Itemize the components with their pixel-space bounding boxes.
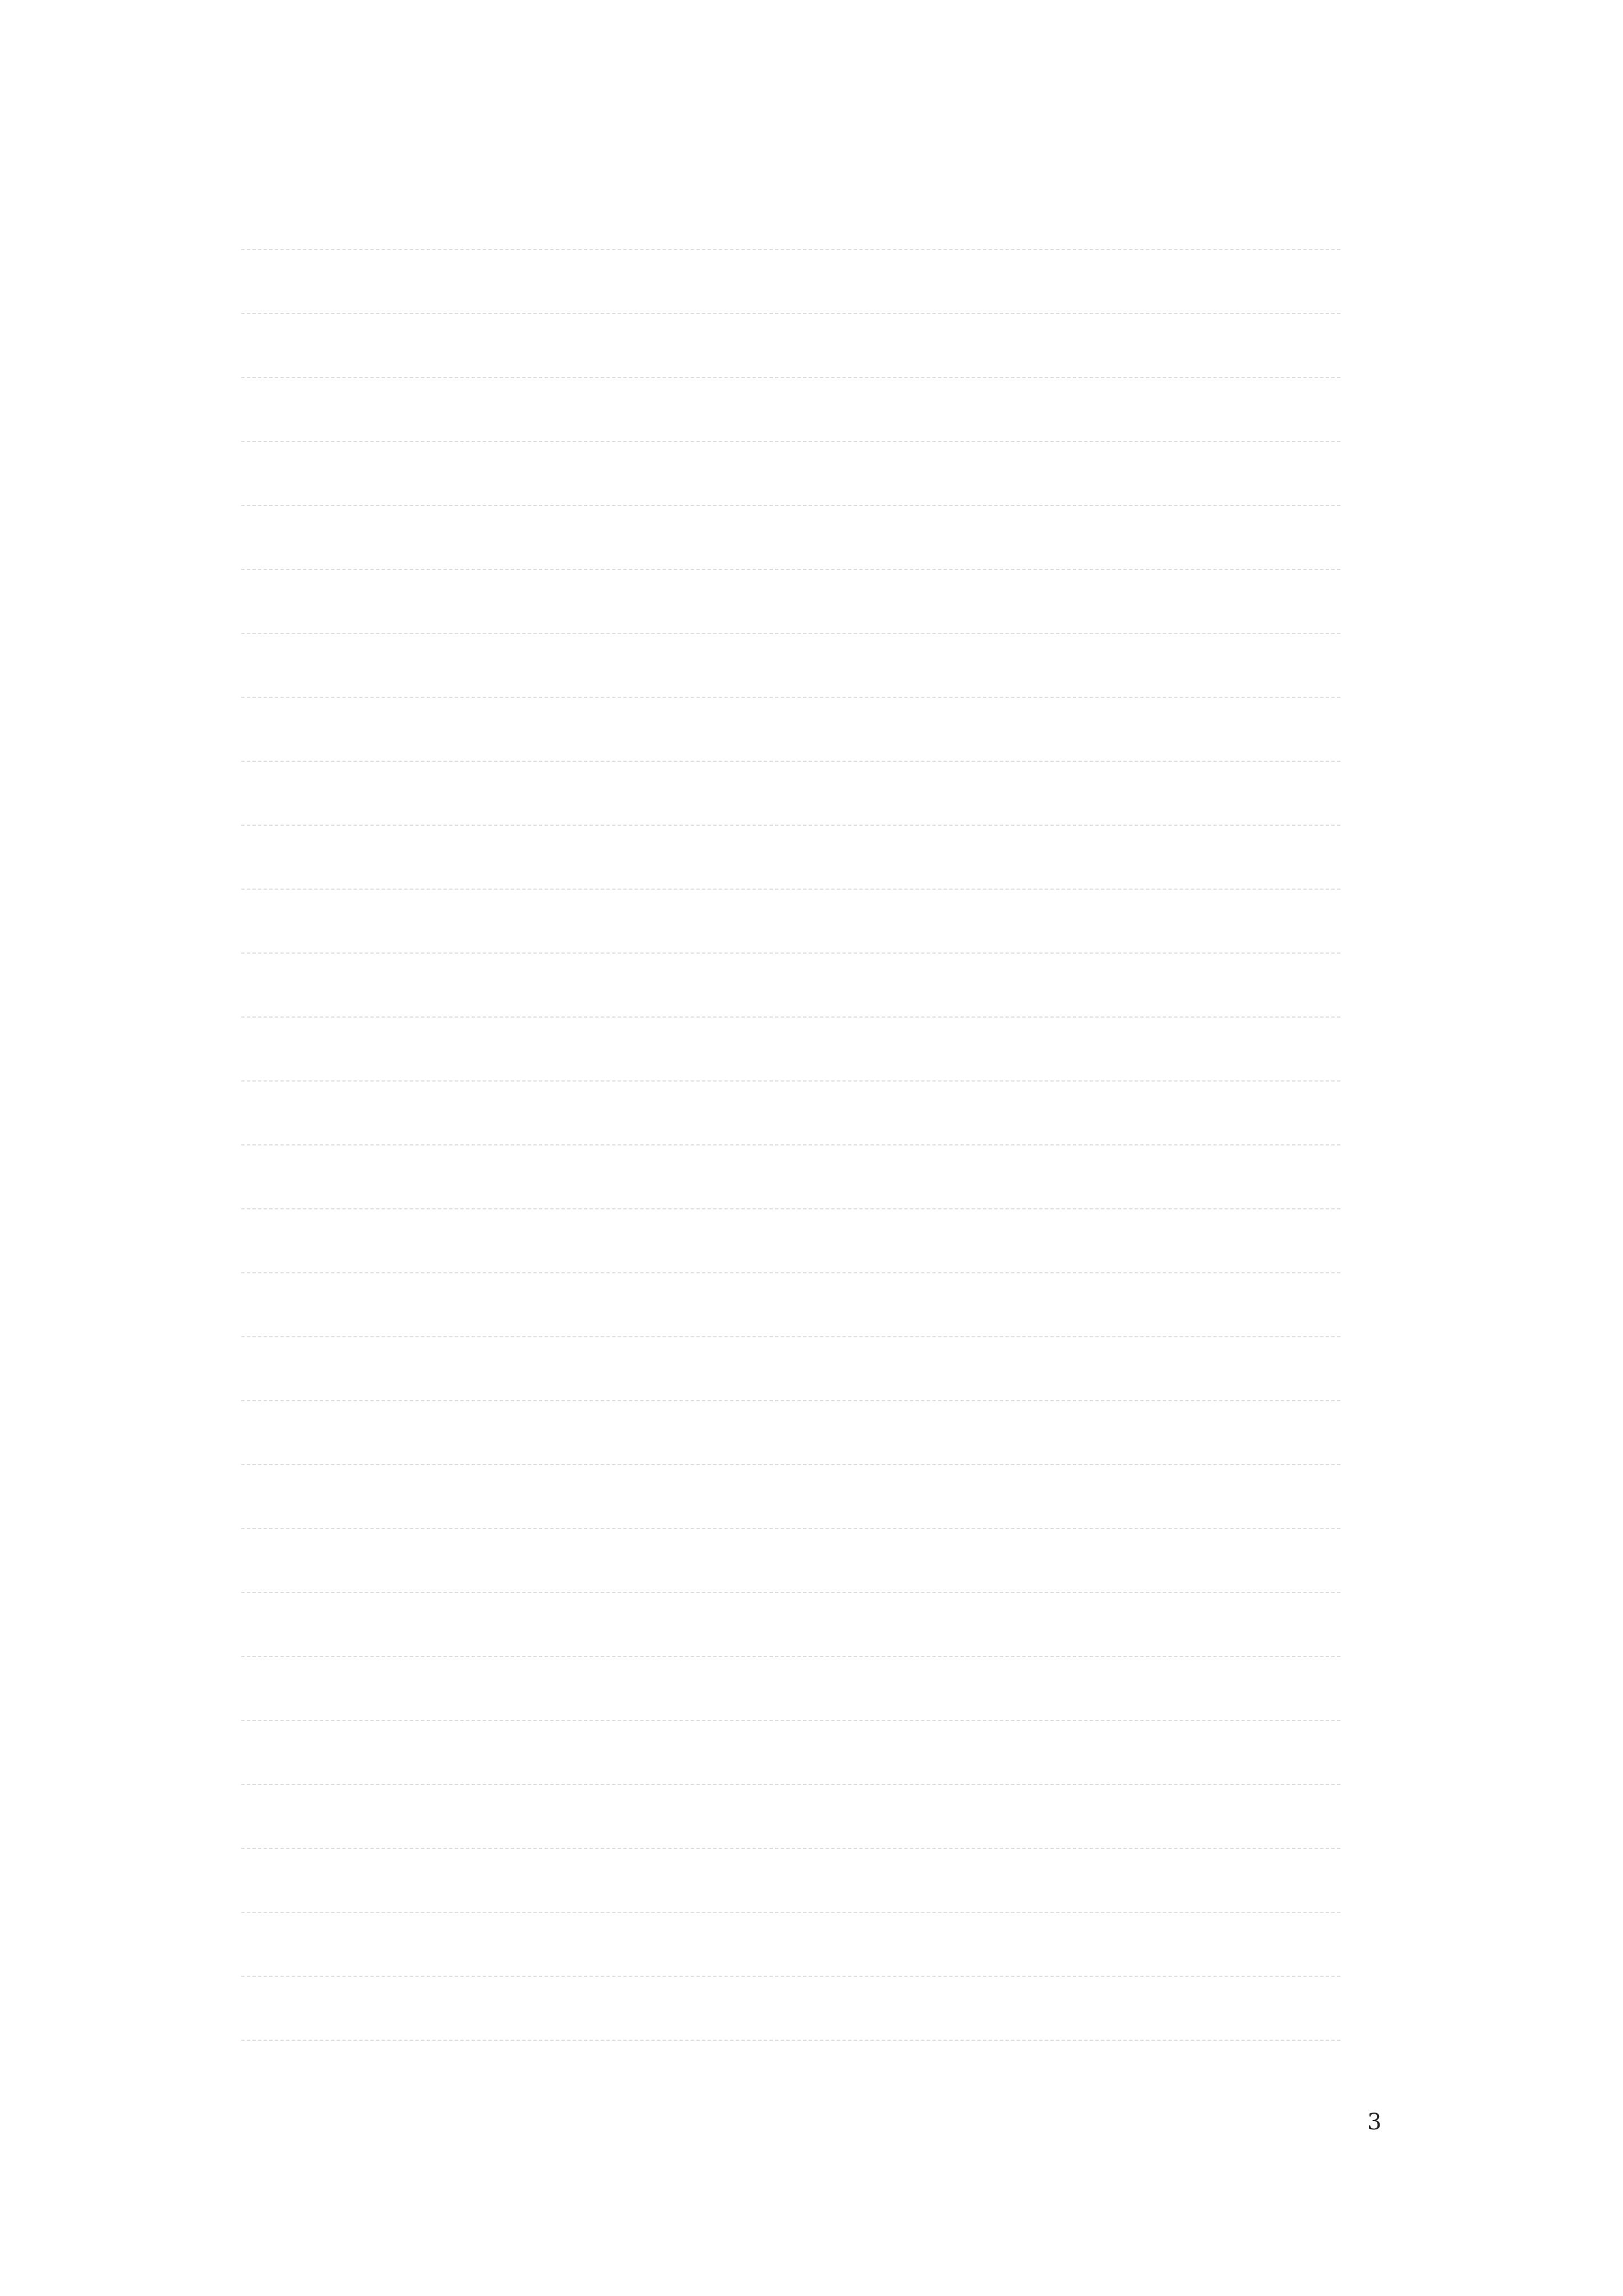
page-number: 3 [1367,2109,1382,2135]
text-line-placeholder [241,480,1340,506]
text-line-placeholder [241,800,1340,826]
text-line-placeholder [241,1056,1340,1082]
text-line-placeholder [241,224,1340,250]
text-line-placeholder [241,864,1340,890]
text-line-placeholder [241,1823,1340,1849]
text-line-placeholder [241,1184,1340,1209]
text-line-placeholder [241,928,1340,954]
text-line-placeholder [241,544,1340,570]
text-line-placeholder [241,1120,1340,1145]
text-line-placeholder [241,1759,1340,1785]
text-line-placeholder [241,1439,1340,1465]
text-line-placeholder [241,1887,1340,1913]
text-line-placeholder [241,1567,1340,1593]
text-line-placeholder [241,1695,1340,1721]
text-line-placeholder [241,1631,1340,1657]
text-line-placeholder [241,1503,1340,1529]
text-line-placeholder [241,992,1340,1018]
text-line-placeholder [241,736,1340,762]
text-line-placeholder [241,1375,1340,1401]
text-line-placeholder [241,672,1340,698]
text-line-placeholder [241,352,1340,378]
text-line-placeholder [241,1951,1340,1977]
text-line-placeholder [241,1248,1340,1273]
text-line-placeholder [241,416,1340,442]
text-line-placeholder [241,288,1340,314]
text-line-placeholder [241,608,1340,634]
text-line-placeholder [241,2015,1340,2041]
text-line-placeholder [241,1312,1340,1337]
